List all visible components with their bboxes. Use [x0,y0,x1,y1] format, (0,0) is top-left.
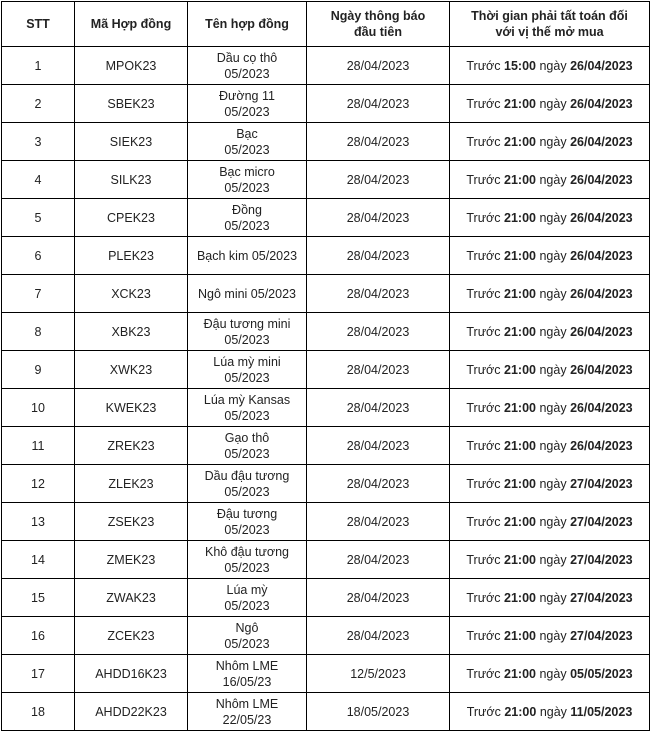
header-code: Mã Hợp đồng [75,2,188,47]
deadline-time: 21:00 [504,362,536,377]
deadline-time: 21:00 [504,704,537,719]
cell-name [188,85,307,123]
deadline-before-word: Trước [466,590,501,605]
deadline-day-word: ngày [539,514,567,529]
deadline-day-word: ngày [539,666,567,681]
deadline-day-word: ngày [539,476,567,491]
deadline-time: 21:00 [504,324,536,339]
deadline-date: 27/04/2023 [570,590,633,605]
deadline-day-word: ngày [539,324,567,339]
cell-name-line2: 05/2023 [224,332,270,347]
cell-deadline [450,199,650,237]
deadline-date: 26/04/2023 [570,96,633,111]
cell-code: SBEK23 [75,85,188,123]
cell-name-line2: 05/2023 [224,66,270,81]
cell-name-line2: 05/2023 [224,636,270,651]
cell-name [188,275,307,313]
cell-name-line1: Bạch kim 05/2023 [196,248,298,263]
cell-name-line1: Bạc micro [219,164,275,179]
cell-name-line1: Ngô [235,620,259,635]
cell-code: SILK23 [75,161,188,199]
deadline-date: 26/04/2023 [570,58,633,73]
deadline-day-word: ngày [539,96,567,111]
deadline-before-word: Trước [466,58,501,73]
cell-notice-date: 12/5/2023 [307,655,450,693]
cell-code: CPEK23 [75,199,188,237]
cell-code: ZSEK23 [75,503,188,541]
cell-stt: 4 [2,161,75,199]
cell-notice-date: 28/04/2023 [307,237,450,275]
cell-name-line2: 16/05/23 [222,674,272,689]
deadline-time: 21:00 [504,96,536,111]
cell-stt: 1 [2,47,75,85]
cell-name [188,313,307,351]
header-notice-date [307,2,450,47]
deadline-day-word: ngày [539,628,567,643]
cell-stt: 14 [2,541,75,579]
deadline-before-word: Trước [466,438,501,453]
cell-deadline [450,465,650,503]
cell-name-line2: 05/2023 [224,180,270,195]
cell-name-line1: Khô đậu tương [205,544,289,559]
deadline-date: 26/04/2023 [570,438,633,453]
cell-notice-date: 28/04/2023 [307,123,450,161]
table-row [2,351,650,389]
cell-deadline [450,47,650,85]
cell-deadline [450,503,650,541]
cell-name-line1: Đậu tương mini [203,316,291,331]
deadline-date: 26/04/2023 [570,286,633,301]
cell-name-line1: Dầu đậu tương [204,468,290,483]
cell-code: SIEK23 [75,123,188,161]
cell-code: ZMEK23 [75,541,188,579]
cell-name-line1: Bạc [236,126,258,141]
table-row [2,465,650,503]
contracts-table [1,1,650,731]
cell-name-line1: Ngô mini 05/2023 [198,286,296,301]
cell-notice-date: 28/04/2023 [307,617,450,655]
header-notice-line2: đầu tiên [354,25,402,39]
cell-name-line2: 05/2023 [224,598,270,613]
cell-name-line2: 05/2023 [224,370,270,385]
header-row [2,2,650,47]
deadline-day-word: ngày [539,210,567,225]
cell-notice-date: 28/04/2023 [307,503,450,541]
table-row [2,313,650,351]
deadline-date: 27/04/2023 [570,514,633,529]
cell-notice-date: 28/04/2023 [307,541,450,579]
table-row [2,389,650,427]
deadline-time: 15:00 [504,58,536,73]
cell-notice-date: 28/04/2023 [307,161,450,199]
deadline-before-word: Trước [466,400,501,415]
cell-deadline [450,427,650,465]
cell-name [188,465,307,503]
cell-name-line1: Lúa mỳ Kansas [203,392,291,407]
cell-name-line2: 05/2023 [224,560,270,575]
table-row [2,47,650,85]
cell-code: ZCEK23 [75,617,188,655]
cell-deadline [450,313,650,351]
table-row [2,693,650,731]
deadline-before-word: Trước [466,666,501,681]
cell-name-line1: Gạo thô [224,430,270,445]
cell-deadline [450,85,650,123]
cell-name [188,655,307,693]
deadline-date: 26/04/2023 [570,210,633,225]
cell-name-line2: 05/2023 [224,484,270,499]
deadline-date: 11/05/2023 [570,704,633,719]
cell-stt: 5 [2,199,75,237]
deadline-date: 27/04/2023 [570,552,633,567]
deadline-before-word: Trước [466,172,501,187]
cell-deadline [450,693,650,731]
cell-code: KWEK23 [75,389,188,427]
cell-name-line1: Lúa mỳ [226,582,268,597]
deadline-before-word: Trước [466,628,501,643]
header-name: Tên hợp đồng [188,2,307,47]
deadline-date: 26/04/2023 [570,324,633,339]
deadline-date: 05/05/2023 [570,666,633,681]
cell-name [188,693,307,731]
cell-name-line2: 22/05/23 [222,712,272,727]
deadline-time: 21:00 [504,514,536,529]
cell-name [188,237,307,275]
cell-name-line2: 05/2023 [224,218,270,233]
table-row [2,275,650,313]
cell-deadline [450,275,650,313]
deadline-date: 26/04/2023 [570,134,633,149]
deadline-day-word: ngày [539,438,567,453]
cell-name [188,427,307,465]
cell-code: ZWAK23 [75,579,188,617]
cell-stt: 8 [2,313,75,351]
cell-deadline [450,351,650,389]
deadline-time: 21:00 [504,172,536,187]
cell-code: XBK23 [75,313,188,351]
table-row [2,579,650,617]
cell-notice-date: 28/04/2023 [307,351,450,389]
table-row [2,85,650,123]
cell-notice-date: 28/04/2023 [307,389,450,427]
cell-code: AHDD22K23 [75,693,188,731]
deadline-day-word: ngày [539,58,567,73]
cell-name-line1: Nhôm LME [215,658,279,673]
deadline-day-word: ngày [539,552,567,567]
cell-name [188,161,307,199]
cell-deadline [450,389,650,427]
deadline-before-word: Trước [466,476,501,491]
deadline-time: 21:00 [504,628,536,643]
deadline-before-word: Trước [466,134,501,149]
deadline-date: 26/04/2023 [570,362,633,377]
table-row [2,541,650,579]
cell-name-line2: 05/2023 [224,142,270,157]
cell-stt: 16 [2,617,75,655]
deadline-time: 21:00 [504,248,536,263]
table-row [2,427,650,465]
cell-deadline [450,161,650,199]
cell-name-line2: 05/2023 [224,522,270,537]
cell-name [188,389,307,427]
cell-notice-date: 28/04/2023 [307,313,450,351]
cell-name-line1: Đậu tương [216,506,278,521]
deadline-time: 21:00 [504,666,536,681]
deadline-before-word: Trước [466,552,501,567]
table-row [2,655,650,693]
cell-stt: 6 [2,237,75,275]
cell-stt: 12 [2,465,75,503]
cell-notice-date: 28/04/2023 [307,465,450,503]
deadline-before-word: Trước [466,210,501,225]
deadline-before-word: Trước [466,514,501,529]
deadline-day-word: ngày [539,172,567,187]
cell-name [188,579,307,617]
header-deadline [450,2,650,47]
deadline-time: 21:00 [504,438,536,453]
deadline-time: 21:00 [504,476,536,491]
deadline-day-word: ngày [539,704,567,719]
cell-name-line2: 05/2023 [224,408,270,423]
deadline-date: 26/04/2023 [570,248,633,263]
deadline-time: 21:00 [504,286,536,301]
cell-stt: 7 [2,275,75,313]
deadline-time: 21:00 [504,210,536,225]
cell-deadline [450,123,650,161]
deadline-before-word: Trước [466,286,501,301]
cell-name-line1: Đồng [232,202,262,217]
deadline-date: 26/04/2023 [570,172,633,187]
header-stt: STT [2,2,75,47]
table-row [2,237,650,275]
table-row [2,161,650,199]
cell-name-line2: 05/2023 [224,104,270,119]
cell-name [188,123,307,161]
table-row [2,503,650,541]
cell-name [188,541,307,579]
cell-stt: 13 [2,503,75,541]
header-notice-line1: Ngày thông báo [330,9,426,23]
cell-name-line1: Đường 11 [219,88,275,103]
cell-name-line1: Lúa mỳ mini [213,354,281,369]
cell-name [188,503,307,541]
cell-code: XCK23 [75,275,188,313]
cell-notice-date: 28/04/2023 [307,275,450,313]
deadline-before-word: Trước [466,362,501,377]
cell-code: XWK23 [75,351,188,389]
cell-name [188,47,307,85]
deadline-time: 21:00 [504,552,536,567]
cell-stt: 2 [2,85,75,123]
cell-name-line1: Nhôm LME [215,696,279,711]
deadline-day-word: ngày [539,362,567,377]
deadline-day-word: ngày [539,400,567,415]
cell-deadline [450,617,650,655]
header-deadline-line2: với vị thế mở mua [495,25,604,39]
deadline-time: 21:00 [504,400,536,415]
cell-notice-date: 28/04/2023 [307,579,450,617]
cell-name-line2: 05/2023 [224,446,270,461]
cell-stt: 15 [2,579,75,617]
cell-notice-date: 18/05/2023 [307,693,450,731]
cell-notice-date: 28/04/2023 [307,85,450,123]
cell-code: AHDD16K23 [75,655,188,693]
cell-notice-date: 28/04/2023 [307,199,450,237]
deadline-time: 21:00 [504,590,536,605]
cell-name-line1: Dầu cọ thô [216,50,278,65]
cell-stt: 9 [2,351,75,389]
table-row [2,617,650,655]
cell-stt: 17 [2,655,75,693]
header-deadline-line1: Thời gian phải tất toán đối [471,9,628,23]
cell-deadline [450,655,650,693]
deadline-date: 26/04/2023 [570,400,633,415]
deadline-before-word: Trước [466,324,501,339]
deadline-before-word: Trước [466,96,501,111]
table-row [2,123,650,161]
deadline-before-word: Trước [466,248,501,263]
table-row [2,199,650,237]
deadline-time: 21:00 [504,134,536,149]
cell-name [188,617,307,655]
cell-stt: 18 [2,693,75,731]
cell-notice-date: 28/04/2023 [307,47,450,85]
deadline-day-word: ngày [539,134,567,149]
cell-notice-date: 28/04/2023 [307,427,450,465]
cell-stt: 10 [2,389,75,427]
cell-code: ZLEK23 [75,465,188,503]
cell-code: PLEK23 [75,237,188,275]
cell-deadline [450,579,650,617]
cell-name [188,199,307,237]
deadline-day-word: ngày [539,286,567,301]
cell-deadline [450,541,650,579]
deadline-day-word: ngày [539,248,567,263]
cell-code: ZREK23 [75,427,188,465]
deadline-before-word: Trước [466,704,501,719]
cell-deadline [450,237,650,275]
cell-name [188,351,307,389]
cell-stt: 11 [2,427,75,465]
cell-stt: 3 [2,123,75,161]
cell-code: MPOK23 [75,47,188,85]
deadline-date: 27/04/2023 [570,476,633,491]
deadline-date: 27/04/2023 [570,628,633,643]
deadline-day-word: ngày [539,590,567,605]
